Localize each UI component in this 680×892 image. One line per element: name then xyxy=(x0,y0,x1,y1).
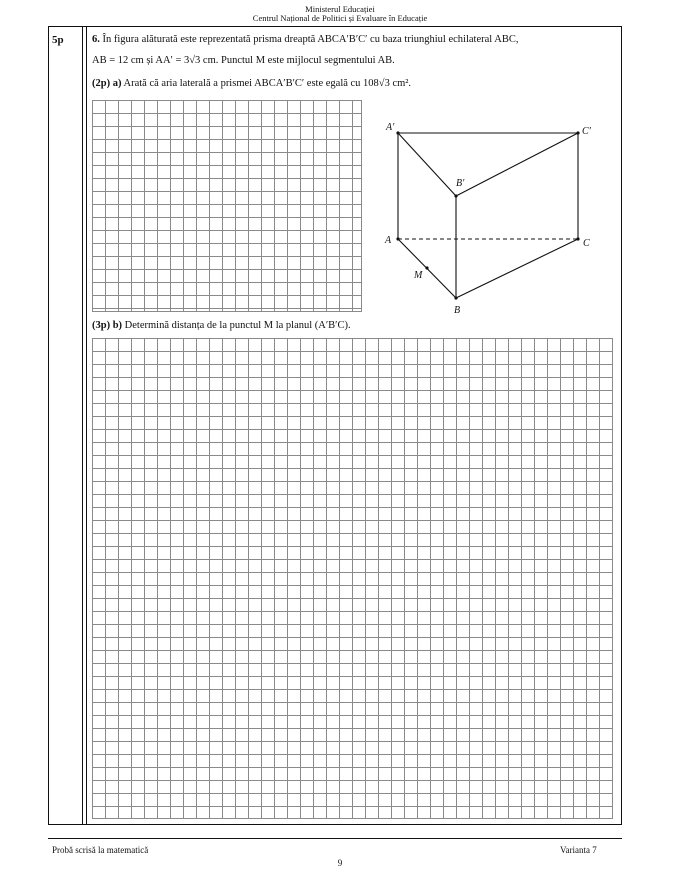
part-a-points: (2p) a) xyxy=(92,78,122,89)
part-b-statement xyxy=(92,320,351,331)
label-C: C xyxy=(583,238,590,249)
answer-grid-part-a[interactable] xyxy=(92,100,362,312)
label-B-prime: B′ xyxy=(456,178,465,189)
part-b-points: (3p) b) xyxy=(92,320,123,331)
part-a-text: Arată că aria laterală a prismei ABCA′B′C′ este egală cu 108√3 cm². xyxy=(123,78,412,89)
column-divider xyxy=(82,26,87,825)
header-ministry: Ministerul Educației xyxy=(305,4,375,14)
problem-statement-line-2: AB = 12 cm și AA′ = 3√3 cm. Punctul M este mijlocul segmentului AB. xyxy=(92,55,395,66)
label-M: M xyxy=(414,270,423,281)
page-number: 9 xyxy=(337,858,343,868)
label-A: A xyxy=(385,235,392,246)
part-b-text: Determină distanța de la punctul M la planul (A′B′C). xyxy=(124,320,351,331)
problem-number: 6. xyxy=(92,34,100,45)
prism-figure xyxy=(372,118,612,318)
part-a-statement xyxy=(92,78,411,89)
problem-text-1: În figura alăturată este reprezentată prisma dreaptă ABCA′B′C′ cu baza triunghiul echilateral ABC, xyxy=(102,34,519,45)
problem-statement-line-1 xyxy=(92,34,518,45)
label-C-prime: C′ xyxy=(582,126,591,137)
edge-B1C1 xyxy=(456,133,578,196)
problem-points: 5p xyxy=(52,34,64,46)
edge-BC xyxy=(456,239,578,298)
answer-grid-part-b[interactable] xyxy=(92,338,613,819)
edge-A1B1 xyxy=(398,133,456,196)
footer-exam-title: Probă scrisă la matematică xyxy=(52,845,149,855)
label-A-prime: A′ xyxy=(386,122,395,133)
footer-variant: Varianta 7 xyxy=(560,845,597,855)
header-center: Centrul Național de Politici și Evaluare în Educație xyxy=(252,13,428,23)
footer-rule xyxy=(48,838,622,839)
label-B: B xyxy=(454,305,461,316)
